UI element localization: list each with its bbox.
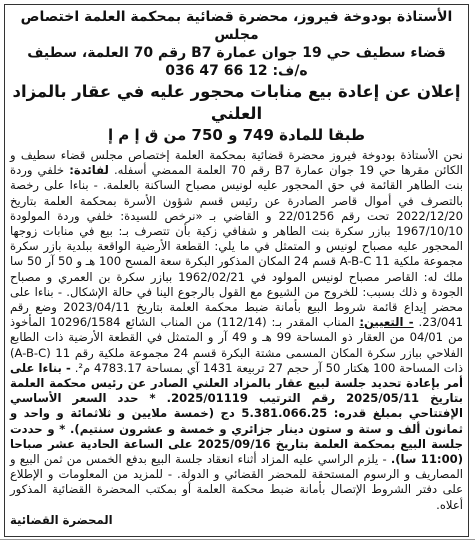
bailiff-header-line2: قضاء سطيف حي 19 جوان عمارة B7 رقم 70 العلمة، سطيف	[27, 45, 446, 61]
signature: المحضرة القضائية	[10, 512, 113, 527]
page-divider	[0, 539, 475, 540]
designation-label: - التعيين:	[359, 315, 414, 330]
body-intro: نحن الأستاذة بودوخة فيروز محضرة قضائية بمحكمة العلمة إختصاص مجلس قضاء سطيف و الكائن مقرها حي 19 جوان عمارة B7 رقم 70 العلمة الممضي أسفله.	[10, 148, 464, 178]
body-conditions: - يلزم الراسي عليه المزاد أثناء انعقاد جلسة البيع بدفع الخمس من ثمن البيع و المصاريف و الرسوم المستحقة للمحضر القضائي و الدولة. - للمزيد من المعلومات و الإطلاع على دفتر الشروط الإتصال بأمانة ضبط محكمة العلمة أو بمكتب المحضرة القضائية المذكور أعلاه.	[10, 452, 463, 512]
notice-subtitle: طبقا للمادة 749 و 750 من ق إ م إ	[107, 126, 366, 144]
body-sale-order: - بناءا على أمر بإعادة تحديد جلسة لبيع عقار بالمزاد العلني الصادر عن رئيس محكمة العلمة بتاريخ 2025/05/11 رقم الترتيب 2025/01119. * حدد السعر الأساسي الإفتتاحي بمبلغ قدره: 5.381.066.25 دج (خمسة ملايين و ثلاثمائة و واحد و ثمانون ألف و ستة و ستون دينار جزائري و خمسة و عشرون سنتيم). * و حددت جلسة البيع بمحكمة العلمة بتاريخ 2025/09/16 على الساعة الحادية عشر صباحا (11:00 سا).	[10, 360, 464, 467]
body-authorization: خلفي وردة بنت الطاهر القائمة في حق المحجور عليه لونيس مصباح الساكنة بالعلمة. - بناءا على رخصة بالتصرف في أموال قاصر الصادرة عن رئيس قسم شؤون الأسرة بمحكمة العلمة بتاريخ 2022/12/20 تحت رقم 22/01256 و القاضي بـ «نرخص للسيدة: خلفي وردة المولودة 1967/10/10 ببازر سكرة بنت الطاهر و شفافي زكية بأن تتصرف بـ: بيع في منابات زوجها المحجور عليه مصباح لونيس و المتمثل في ما يلي: القطعة الأرضية الواقعة ببلدية بازر سكرة مجموعة ملكية 11 A-B-C قسم 24 المكان المذكور البكرة سعة المسح 100 هـ و 50 آر 50 سا ملك له: القاصر مصباح لونيس المولود في 1962/02/21 ببازر سكرة بن العمري و مصباح الجودة و ذلك بسبب: للخروج من الشيوع مع القول بالرجوع الينا في حالة الإشكال. - بناءا على محضر إيداع قائمة شروط البيع بأمانة ضبط محكمة العلمة بتاريخ 2023/04/11 وضع رقم 23/041.	[10, 163, 464, 330]
phone-number: 036 47 66 12	[165, 63, 268, 79]
phone-line	[10, 62, 463, 80]
phone-label: ه/ف:	[272, 63, 308, 79]
body-designation: المناب المقدر بـ: (112/14) من المناب الشائع 10296/1584 المأخوذ من 04/01 من العقار ذو المساحة 99 هـ و 49 آر و المتمثل في القطعة الأرضية ذات الطابع الفلاحي ببازر سكرة المكان المسمى مشتة البكرة قسم 24 مجموعة ملكية رقم 11 (A-B-C) ذات المساحة 100 هكتار 50 آر حجم 27 تربيعة 1431 آي بمساحة 4783.17 م².	[10, 315, 463, 375]
benefit-label: لفائدة:	[69, 163, 109, 178]
notice-body	[10, 148, 463, 513]
notice-title: إعلان عن إعادة بيع منابات محجور عليه في عقار بالمزاد العلني	[12, 82, 461, 123]
bailiff-header-line1: الأستاذة بودوخة فيروز، محضرة قضائية بمحكمة العلمة اختصاص مجلس	[20, 9, 453, 43]
legal-notice	[4, 4, 469, 537]
